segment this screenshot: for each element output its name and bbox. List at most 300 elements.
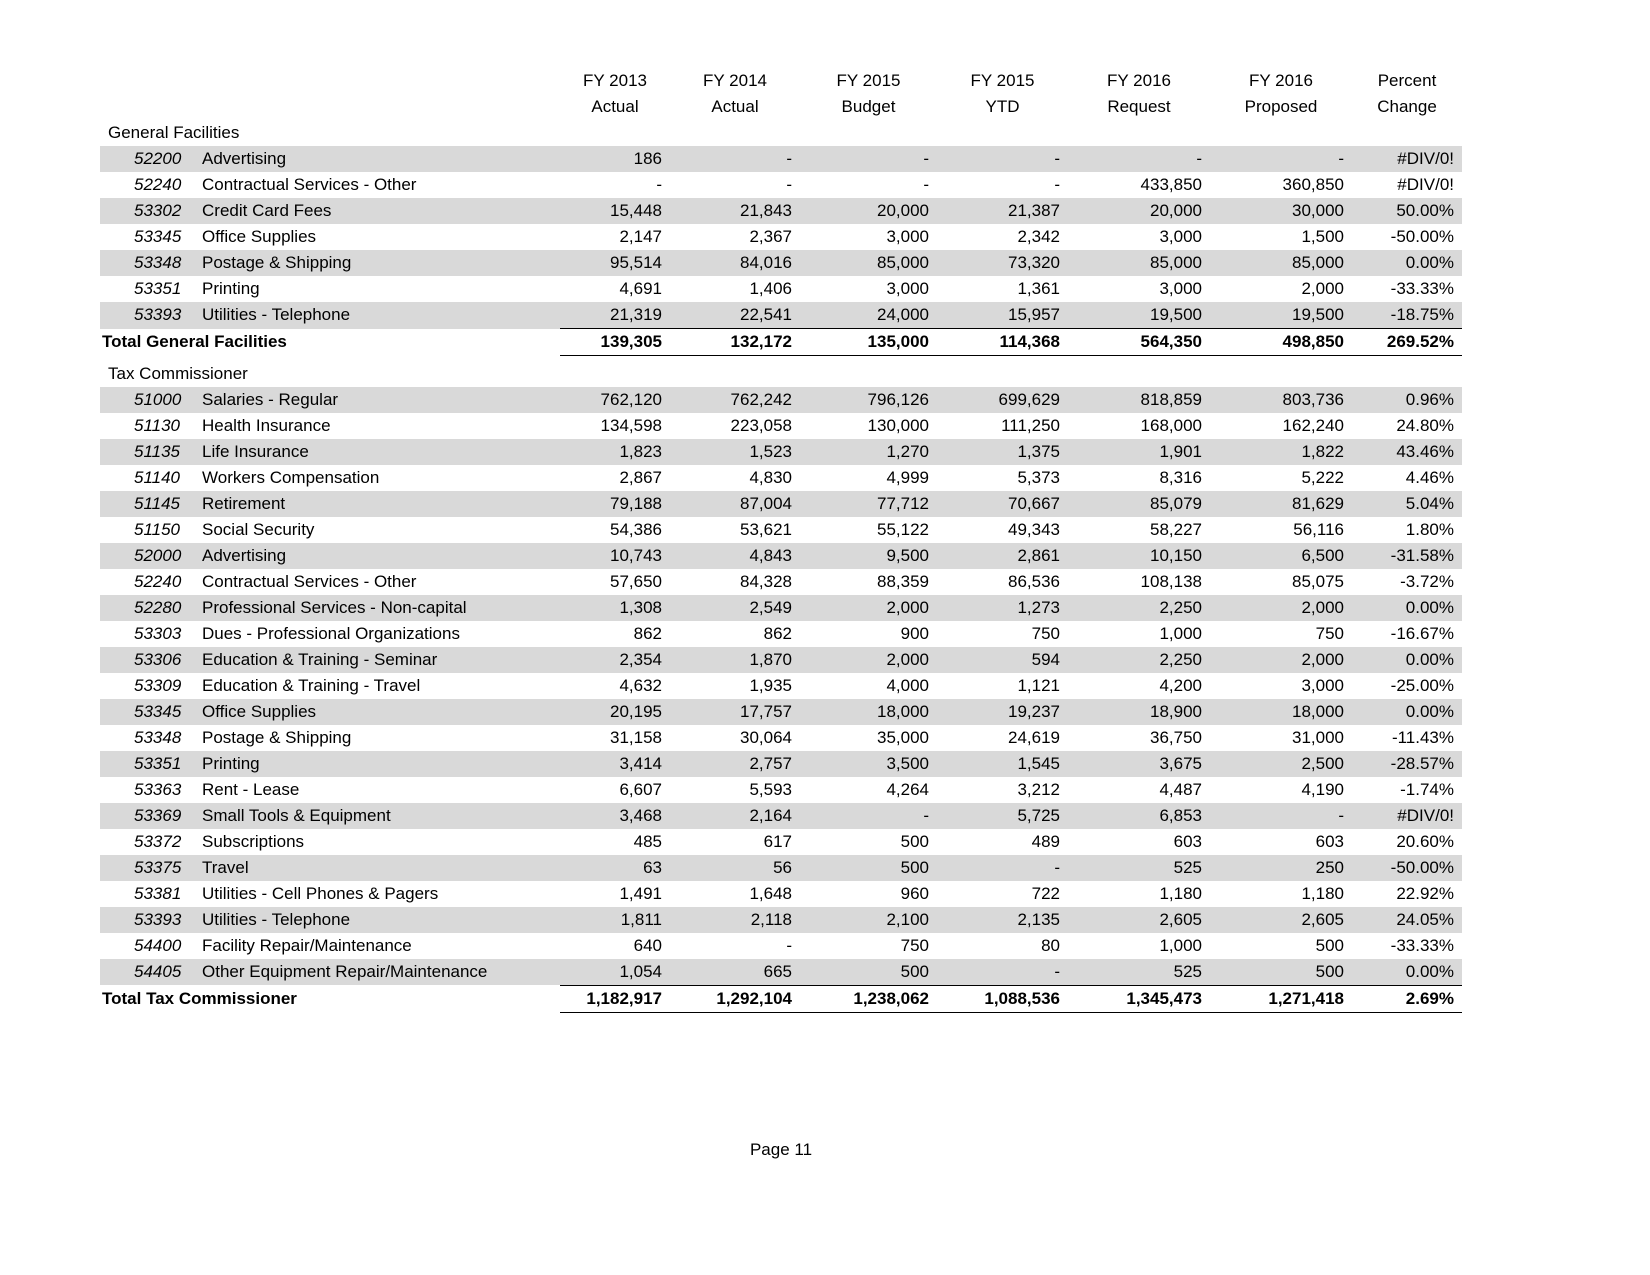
value-cell: -33.33% [1390,279,1454,298]
value-cell: 1,935 [749,675,792,695]
value-cell: 1,811 [560,907,670,933]
value-cell: -33.33% [1390,935,1454,955]
value-cell: -3.72% [1400,571,1454,591]
value-cell: 24,619 [1008,727,1060,747]
value-cell: 603 [1173,831,1202,851]
value-cell: 50.00% [1352,198,1462,224]
value-cell: 500 [1315,935,1344,955]
value-cell: 1,000 [1159,623,1202,643]
value-cell: 1,523 [670,439,800,465]
value-cell: 4,843 [670,543,800,569]
section-total-label: Total Tax Commissioner [102,988,297,1008]
value-cell: 1,823 [560,439,670,465]
value-cell: 186 [560,146,670,172]
column-header: FY 2013 [583,71,647,90]
value-cell: 80 [1041,935,1060,955]
section-title: Tax Commissioner [108,363,248,383]
value-cell: 4,190 [1301,779,1344,799]
value-cell: 4,830 [749,467,792,487]
value-cell: 111,250 [1001,415,1060,435]
account-label: Retirement [202,493,286,513]
account-label: Credit Card Fees [202,201,332,220]
value-cell: 63 [560,855,670,881]
value-cell: 1,870 [670,647,800,673]
section-total-label: Total General Facilities [102,332,287,351]
account-code: 51135 [134,441,181,461]
value-cell: 73,320 [937,250,1068,276]
value-cell: 4,200 [1159,675,1202,695]
value-cell: 24.05% [1352,907,1462,933]
value-cell: - [937,146,1068,172]
account-label: Professional Services - Non-capital [202,597,467,617]
value-cell: 2,000 [1210,595,1352,621]
account-code: 53309 [134,675,182,695]
value-cell: 5,593 [749,779,792,799]
value-cell: #DIV/0! [1352,803,1462,829]
section-total-value: 139,305 [560,329,670,356]
value-cell: 134,598 [600,415,662,435]
account-label: Utilities - Cell Phones & Pagers [202,883,439,903]
value-cell: 31,158 [610,727,662,747]
column-header: Percent [1377,71,1437,90]
account-code: 52240 [134,175,182,194]
account-cell [100,751,560,777]
column-header: Actual [591,97,639,116]
column-header: Actual [711,97,759,116]
value-cell: 4,999 [886,467,929,487]
value-cell: 70,667 [937,491,1068,517]
account-cell [100,172,560,198]
account-cell [100,146,560,172]
account-code: 53302 [134,201,182,220]
section-total-value: 498,850 [1210,329,1352,356]
column-header-spacer [100,94,560,120]
value-cell: - [800,146,937,172]
table-row [100,699,1462,725]
value-cell: 55,122 [877,519,929,539]
column-header-spacer [100,68,560,94]
value-cell: 10,150 [1068,543,1210,569]
column-header: FY 2016 [1107,71,1171,90]
value-cell: 162,240 [1282,415,1344,435]
account-label: Postage & Shipping [202,253,352,272]
account-code: 51000 [134,389,182,409]
account-label: Workers Compensation [202,467,380,487]
value-cell: 43.46% [1352,439,1462,465]
value-cell: 900 [900,623,929,643]
value-cell: 168,000 [1140,415,1202,435]
account-code: 53303 [134,623,182,643]
section-total-value: 114,368 [937,329,1068,356]
value-cell: - [670,146,800,172]
account-label: Health Insurance [202,415,331,435]
value-cell: 1,270 [800,439,937,465]
value-cell: - [786,175,792,194]
account-cell [100,387,560,413]
account-label: Utilities - Telephone [202,305,351,325]
value-cell: 2,000 [800,595,937,621]
account-cell [100,647,560,673]
value-cell: 24.80% [1396,415,1454,435]
value-cell: 0.00% [1352,250,1462,276]
table-row [100,855,1462,881]
budget-table [100,68,1462,1013]
value-cell: 6,500 [1210,543,1352,569]
value-cell: 95,514 [560,250,670,276]
section-total-value: 564,350 [1068,329,1210,356]
value-cell: - [1068,146,1210,172]
value-cell: -50.00% [1390,227,1454,246]
value-cell: 15,957 [937,302,1068,329]
column-header: Request [1107,97,1171,116]
value-cell: 762,242 [670,387,800,413]
account-cell [100,777,560,803]
value-cell: 699,629 [937,387,1068,413]
table-row [100,465,1462,491]
budget-table-body [100,120,1462,1012]
account-code: 53345 [134,701,182,721]
account-cell [100,829,560,855]
value-cell: 108,138 [1140,571,1202,591]
value-cell: 8,316 [1159,467,1202,487]
value-cell: 18,000 [1210,699,1352,725]
value-cell: 2,000 [800,647,937,673]
account-label: Advertising [202,149,287,168]
value-cell: 4,691 [619,279,662,298]
table-row [100,302,1462,329]
value-cell: 1,121 [1017,675,1060,695]
account-cell [100,725,560,751]
table-row [100,413,1462,439]
account-cell [100,491,560,517]
value-cell: 4,000 [886,675,929,695]
section-total-value: 2.69% [1352,985,1462,1012]
value-cell: 24,000 [800,302,937,329]
value-cell: 2,000 [1210,647,1352,673]
section-total-value: 1,182,917 [560,985,670,1012]
page-footer: Page 11 [749,1140,813,1159]
account-code: 51145 [134,493,181,513]
account-label: Contractual Services - Other [202,175,417,194]
value-cell: 2,861 [937,543,1068,569]
value-cell: 2,367 [749,227,792,246]
value-cell: 19,500 [1068,302,1210,329]
account-label: Salaries - Regular [202,389,339,409]
value-cell: 525 [1068,959,1210,986]
value-cell: 85,000 [1210,250,1352,276]
value-cell: 88,359 [877,571,929,591]
account-code: 53372 [134,831,182,851]
value-cell: 85,075 [1292,571,1344,591]
value-cell: 35,000 [877,727,929,747]
account-label: Printing [202,279,260,298]
value-cell: 2,605 [1068,907,1210,933]
account-code: 51140 [134,467,181,487]
table-row [100,276,1462,302]
account-code: 53369 [134,805,182,825]
table-row [100,224,1462,250]
value-cell: 5,222 [1301,467,1344,487]
value-cell: 81,629 [1210,491,1352,517]
value-cell: - [800,803,937,829]
value-cell: 2,500 [1210,751,1352,777]
account-cell [100,302,560,329]
table-row [100,673,1462,699]
table-row [100,725,1462,751]
value-cell: -50.00% [1352,855,1462,881]
value-cell: -18.75% [1352,302,1462,329]
account-code: 53381 [134,883,182,903]
value-cell: 960 [900,883,929,903]
value-cell: 36,750 [1150,727,1202,747]
column-header: FY 2015 [970,71,1035,90]
account-code: 53345 [134,227,182,246]
table-row [100,198,1462,224]
value-cell: - [937,855,1068,881]
section-total-value: 1,271,418 [1210,985,1352,1012]
account-cell [100,543,560,569]
section-total-value: 1,088,536 [937,985,1068,1012]
value-cell: 31,000 [1292,727,1344,747]
account-label: Printing [202,753,260,773]
table-row [100,751,1462,777]
value-cell: 2,118 [670,907,800,933]
section-total-value: 1,238,062 [800,985,937,1012]
column-header: Change [1377,97,1437,116]
account-label: Contractual Services - Other [202,571,417,591]
value-cell: 10,743 [560,543,670,569]
account-label: Life Insurance [202,441,309,461]
value-cell: 30,064 [740,727,792,747]
value-cell: 84,016 [670,250,800,276]
account-code: 51150 [134,519,181,539]
account-code: 52240 [134,571,182,591]
value-cell: - [1054,175,1060,194]
account-cell [100,198,560,224]
table-row [100,439,1462,465]
section-total-value: 269.52% [1352,329,1462,356]
section-total-value: 135,000 [800,329,937,356]
section-total-row [100,985,1462,1012]
value-cell: 2,605 [1210,907,1352,933]
section-title-row [100,120,1462,146]
value-cell: 19,500 [1210,302,1352,329]
account-cell [100,699,560,725]
value-cell: 500 [900,831,929,851]
value-cell: #DIV/0! [1397,175,1454,194]
account-cell [100,250,560,276]
value-cell: 1,406 [749,279,792,298]
account-label: Dues - Professional Organizations [202,623,460,643]
column-header: Budget [841,97,896,116]
account-cell [100,465,560,491]
value-cell: 56 [670,855,800,881]
section-title: General Facilities [108,123,240,142]
table-row [100,517,1462,543]
value-cell: 3,414 [560,751,670,777]
value-cell: 525 [1068,855,1210,881]
table-row [100,387,1462,413]
account-label: Office Supplies [202,227,317,246]
value-cell: 4,632 [619,675,662,695]
account-code: 53348 [134,253,182,272]
section-title-row [100,361,1462,387]
value-cell: 5,373 [1017,467,1060,487]
value-cell: 1,375 [937,439,1068,465]
account-cell [100,595,560,621]
column-header: FY 2014 [703,71,767,90]
value-cell: 85,000 [1068,250,1210,276]
account-code: 53375 [134,857,182,877]
account-code: 52200 [134,149,182,168]
value-cell: 1,822 [1210,439,1352,465]
budget-table-head [100,68,1462,120]
table-row [100,933,1462,959]
value-cell: -25.00% [1390,675,1454,695]
value-cell: 1,180 [1159,883,1202,903]
account-label: Office Supplies [202,701,317,721]
table-row [100,250,1462,276]
budget-table-wrap [100,68,1462,1013]
value-cell: 2,342 [1017,227,1060,246]
value-cell: 6,853 [1068,803,1210,829]
account-code: 52000 [134,545,182,565]
table-row [100,881,1462,907]
value-cell: 250 [1210,855,1352,881]
value-cell: 0.96% [1352,387,1462,413]
value-cell: 3,212 [1017,779,1060,799]
section-total-value: 1,292,104 [670,985,800,1012]
value-cell: -1.74% [1400,779,1454,799]
value-cell: 489 [1031,831,1060,851]
value-cell: 3,000 [1301,675,1344,695]
account-label: Other Equipment Repair/Maintenance [202,961,488,981]
value-cell: 3,000 [1159,279,1202,298]
value-cell: 617 [763,831,792,851]
value-cell: 20,000 [1068,198,1210,224]
value-cell: -28.57% [1352,751,1462,777]
value-cell: 2,147 [619,227,662,246]
value-cell: -31.58% [1352,543,1462,569]
value-cell: 20.60% [1396,831,1454,851]
value-cell: 22,541 [670,302,800,329]
account-code: 53363 [134,779,182,799]
account-cell [100,673,560,699]
value-cell: 77,712 [800,491,937,517]
value-cell: - [1210,803,1352,829]
table-row [100,829,1462,855]
value-cell: 640 [633,935,662,955]
value-cell: 1.80% [1405,519,1454,539]
value-cell: 54,386 [610,519,662,539]
column-header: FY 2016 [1249,71,1313,90]
value-cell: 750 [900,935,929,955]
value-cell: 1,361 [1017,279,1060,298]
value-cell: 85,079 [1068,491,1210,517]
value-cell: 0.00% [1352,647,1462,673]
value-cell: 58,227 [1150,519,1202,539]
value-cell: 21,387 [937,198,1068,224]
value-cell: - [786,935,792,955]
value-cell: 500 [1210,959,1352,986]
value-cell: 56,116 [1293,519,1344,539]
value-cell: 803,736 [1210,387,1352,413]
value-cell: - [923,175,929,194]
table-row [100,595,1462,621]
account-label: Social Security [202,519,315,539]
account-code: 51130 [134,415,181,435]
value-cell: 21,843 [670,198,800,224]
value-cell: 2,867 [619,467,662,487]
value-cell: 22.92% [1396,883,1454,903]
account-label: Education & Training - Travel [202,675,421,695]
value-cell: 1,648 [749,883,792,903]
value-cell: 87,004 [670,491,800,517]
value-cell: - [656,175,662,194]
value-cell: 485 [633,831,662,851]
account-cell [100,413,560,439]
value-cell: 6,607 [619,779,662,799]
account-cell [100,621,560,647]
account-cell [100,517,560,543]
table-row [100,569,1462,595]
value-cell: 2,100 [800,907,937,933]
account-code: 52280 [134,597,182,617]
value-cell: 862 [763,623,792,643]
table-row [100,647,1462,673]
value-cell: 762,120 [560,387,670,413]
value-cell: 5,725 [937,803,1068,829]
value-cell: 223,058 [730,415,792,435]
value-cell: - [1210,146,1352,172]
value-cell: 2,250 [1068,595,1210,621]
value-cell: 1,545 [937,751,1068,777]
account-cell [100,276,560,302]
value-cell: -11.43% [1391,727,1454,747]
table-row [100,543,1462,569]
value-cell: 360,850 [1282,175,1344,194]
section-total-row [100,329,1462,356]
value-cell: 3,468 [560,803,670,829]
account-label: Advertising [202,545,287,565]
value-cell: 0.00% [1352,699,1462,725]
value-cell: 4.46% [1405,467,1454,487]
value-cell: 4,264 [886,779,929,799]
account-code: 53348 [134,727,182,747]
account-code: 54405 [134,961,182,981]
value-cell: 750 [1031,623,1060,643]
value-cell: 2,164 [670,803,800,829]
value-cell: 603 [1315,831,1344,851]
account-code: 54400 [134,935,182,955]
value-cell: 17,757 [670,699,800,725]
account-code: 53306 [134,649,182,669]
value-cell: 750 [1315,623,1344,643]
account-code: 53393 [134,305,182,325]
value-cell: 1,308 [560,595,670,621]
value-cell: 5.04% [1352,491,1462,517]
value-cell: 20,000 [800,198,937,224]
value-cell: 20,195 [560,699,670,725]
value-cell: 84,328 [740,571,792,591]
value-cell: 3,000 [1159,227,1202,246]
value-cell: 796,126 [800,387,937,413]
table-row [100,491,1462,517]
value-cell: 1,054 [560,959,670,986]
account-code: 53351 [134,279,182,298]
table-row [100,803,1462,829]
table-row [100,172,1462,198]
